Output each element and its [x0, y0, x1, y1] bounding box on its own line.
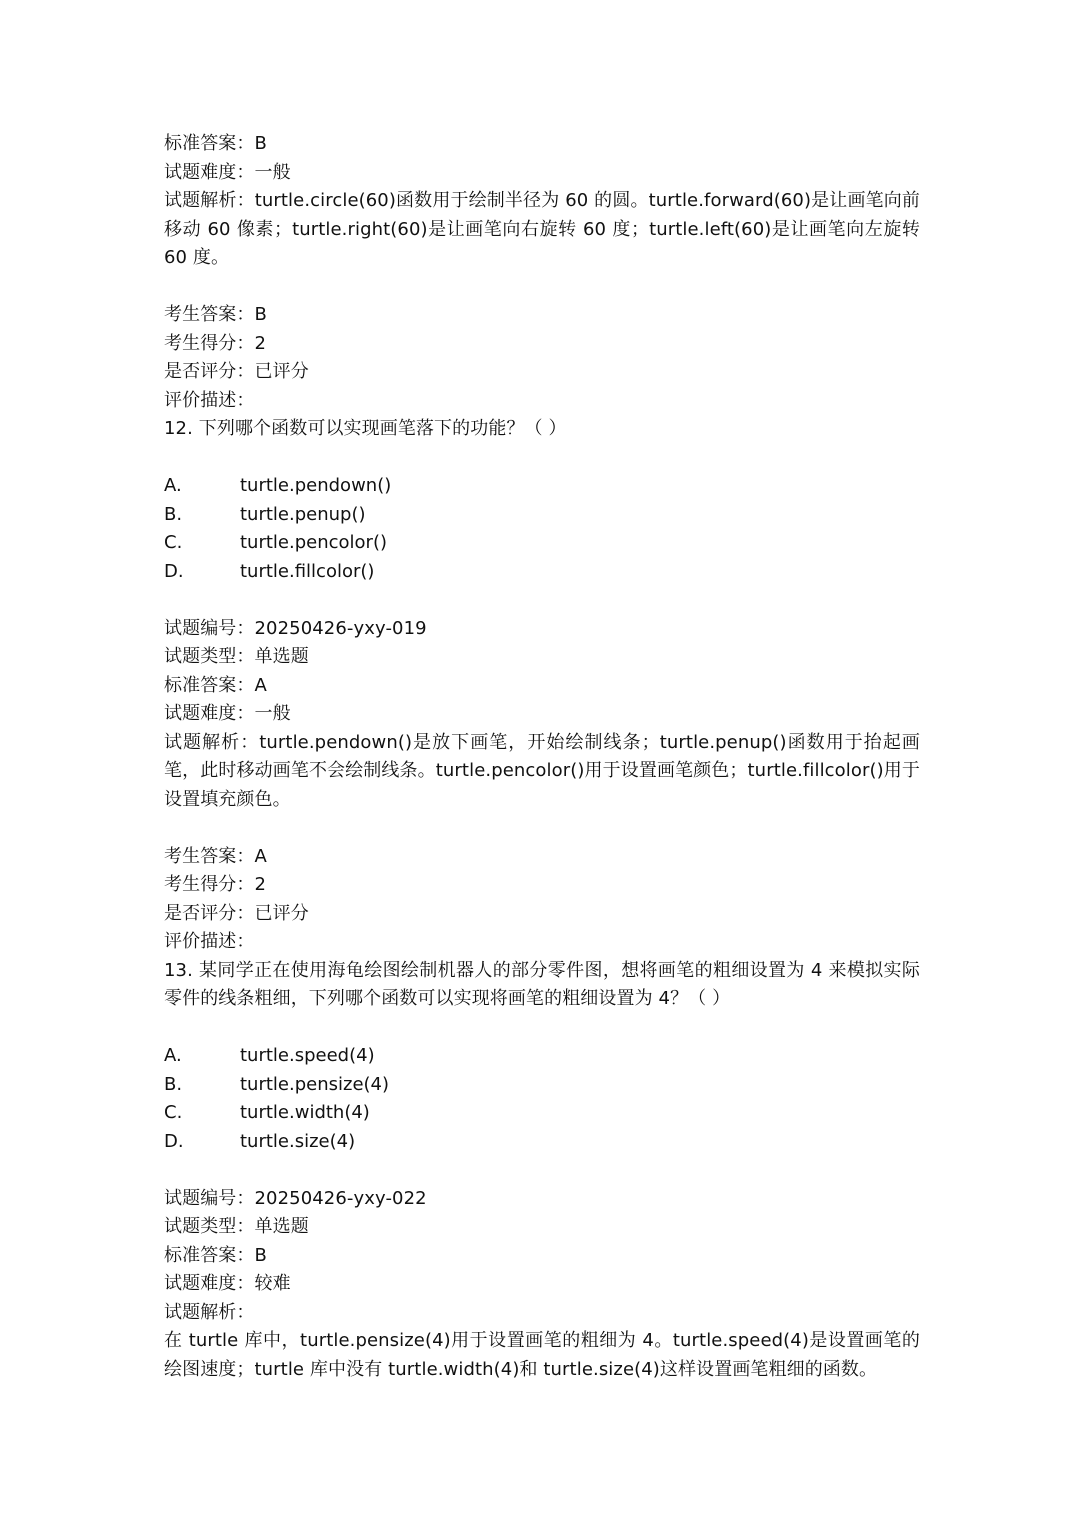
document-page: [164, 130, 920, 1384]
difficulty: 试题难度：一般: [164, 703, 291, 724]
spacer: [164, 1014, 920, 1043]
student-score: 考生得分：2: [164, 332, 267, 354]
option-label: A.: [164, 1045, 182, 1066]
option-label: D.: [164, 560, 184, 582]
analysis: 试题解析：turtle.pendown()是放下画笔，开始绘制线条；turtle.penup()函数用于抬起画笔，此时移动画笔不会绘制线条。turtle.pencolor()用于设置画笔颜色；turtle.fillcolor()用于设置填充颜色。: [164, 731, 920, 810]
analysis: 在 turtle 库中，turtle.pensize(4)用于设置画笔的粗细为 4。turtle.speed(4)是设置画笔的绘图速度；turtle 库中没有 turtle.width(4)和 turtle.size(4)这样设置画笔粗细的函数。: [164, 1330, 920, 1380]
question-13: 13. 某同学正在使用海龟绘图绘制机器人的部分零件图，想将画笔的粗细设置为 4 来模拟实际零件的线条粗细，下列哪个函数可以实现将画笔的粗细设置为 4？（ ）: [164, 959, 920, 1009]
standard-answer: 标准答案：B: [164, 133, 267, 154]
graded-status: 是否评分：已评分: [164, 361, 309, 382]
standard-answer: 标准答案：A: [164, 674, 267, 696]
option-text: turtle.speed(4): [240, 1045, 375, 1066]
option-label: C.: [164, 532, 183, 553]
student-score: 考生得分：2: [164, 874, 267, 895]
option-c: [164, 1099, 920, 1128]
option-b: [164, 1071, 920, 1100]
standard-answer: 标准答案：B: [164, 1244, 267, 1266]
option-text: turtle.penup(): [240, 503, 366, 525]
spacer: [164, 444, 920, 473]
option-label: C.: [164, 1102, 183, 1123]
option-label: D.: [164, 1130, 184, 1152]
option-b: [164, 501, 920, 530]
student-answer: 考生答案：A: [164, 845, 267, 867]
spacer: [164, 273, 920, 302]
option-label: A.: [164, 475, 182, 496]
option-text: turtle.pensize(4): [240, 1073, 390, 1095]
option-text: turtle.width(4): [240, 1102, 370, 1123]
option-label: B.: [164, 503, 183, 525]
option-c: [164, 529, 920, 558]
option-a: [164, 1042, 920, 1071]
analysis: 试题解析：turtle.circle(60)函数用于绘制半径为 60 的圆。turtle.forward(60)是让画笔向前移动 60 像素；turtle.right(60)是让画笔向右旋转 60 度；turtle.left(60)是让画笔向左旋转 60 度。: [164, 190, 920, 268]
option-d: [164, 1128, 920, 1157]
option-d: [164, 558, 920, 587]
graded-status: 是否评分：已评分: [164, 902, 309, 924]
comment: 评价描述：: [164, 389, 255, 411]
spacer: [164, 586, 920, 615]
difficulty: 试题难度：较难: [164, 1273, 291, 1294]
option-label: B.: [164, 1073, 183, 1095]
option-text: turtle.pendown(): [240, 475, 392, 496]
question-id: 试题编号：20250426-yxy-022: [164, 1187, 427, 1209]
question-type: 试题类型：单选题: [164, 1216, 309, 1237]
option-text: turtle.fillcolor(): [240, 560, 375, 582]
comment: 评价描述：: [164, 931, 255, 952]
option-text: turtle.size(4): [240, 1130, 356, 1152]
student-answer: 考生答案：B: [164, 304, 267, 325]
question-12: 12. 下列哪个函数可以实现画笔落下的功能？（ ）: [164, 418, 567, 439]
question-id: 试题编号：20250426-yxy-019: [164, 617, 427, 639]
analysis-label: 试题解析：: [164, 1301, 255, 1323]
question-type: 试题类型：单选题: [164, 646, 309, 667]
difficulty: 试题难度：一般: [164, 161, 291, 183]
option-text: turtle.pencolor(): [240, 532, 387, 553]
spacer: [164, 1156, 920, 1185]
spacer: [164, 814, 920, 843]
option-a: [164, 472, 920, 501]
